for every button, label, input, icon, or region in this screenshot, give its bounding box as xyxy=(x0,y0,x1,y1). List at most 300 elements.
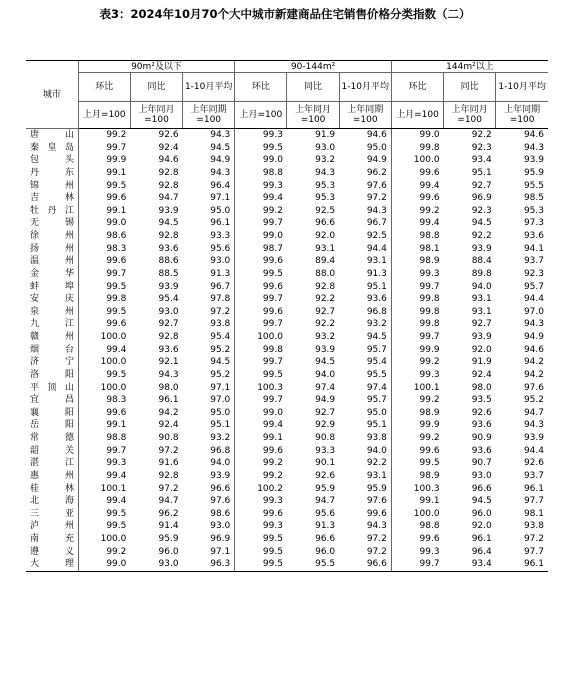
index-value: 93.9 xyxy=(210,470,231,481)
city-name-text xyxy=(28,470,74,483)
index-value: 99.9 xyxy=(78,154,130,167)
city-char: 丹 xyxy=(47,205,57,216)
city-name-text xyxy=(28,445,74,458)
city-char: 州 xyxy=(64,521,74,532)
index-value: 94.3 xyxy=(366,205,387,216)
index-value: 99.4 xyxy=(391,217,443,230)
index-value: 97.4 xyxy=(315,382,336,393)
index-value: 99.0 xyxy=(235,230,287,243)
index-value: 99.7 xyxy=(78,142,130,155)
index-value: 98.8 xyxy=(78,432,130,445)
city-char: 岳 xyxy=(30,420,40,431)
city-name xyxy=(26,508,78,521)
index-value: 94.0 xyxy=(210,458,231,469)
index-value: 99.6 xyxy=(78,255,130,268)
table-row xyxy=(26,558,548,571)
index-value: 92.7 xyxy=(315,407,336,418)
table-row xyxy=(26,508,548,521)
subcolumn-header: 1-10月平均 xyxy=(496,73,548,102)
index-value: 93.6 xyxy=(366,294,387,305)
index-value: 99.6 xyxy=(235,255,287,268)
index-value: 98.8 xyxy=(235,167,287,180)
city-name-text xyxy=(28,495,74,508)
city-char: 阳 xyxy=(64,369,74,380)
index-value: 96.0 xyxy=(158,546,179,557)
index-value: 99.8 xyxy=(78,293,130,306)
index-value: 99.5 xyxy=(78,508,130,521)
city-char: 州 xyxy=(64,256,74,267)
index-value: 92.8 xyxy=(158,231,179,241)
city-name xyxy=(26,268,78,281)
city-name-text xyxy=(28,369,74,382)
city-char: 阳 xyxy=(64,420,74,431)
index-value: 99.4 xyxy=(235,192,287,205)
index-value: 93.1 xyxy=(471,294,492,305)
index-value: 98.7 xyxy=(235,243,287,256)
table-row xyxy=(26,306,548,319)
index-value: 99.1 xyxy=(78,205,130,218)
subcolumn-header: 环比 xyxy=(391,73,443,102)
index-value: 99.3 xyxy=(391,369,443,382)
table-row xyxy=(26,230,548,243)
index-value: 93.8 xyxy=(366,433,387,443)
index-value: 93.1 xyxy=(471,306,492,317)
index-value: 94.9 xyxy=(366,155,387,166)
index-value: 98.8 xyxy=(391,230,443,243)
index-value: 94.5 xyxy=(471,496,492,507)
city-name-text xyxy=(28,180,74,193)
index-value: 97.8 xyxy=(210,294,231,305)
index-value: 97.2 xyxy=(210,306,231,317)
table-row xyxy=(26,407,548,420)
index-value: 92.8 xyxy=(158,180,179,191)
index-value: 94.1 xyxy=(523,243,544,254)
index-value: 97.1 xyxy=(210,546,231,557)
index-value: 100.2 xyxy=(235,483,287,496)
index-value: 90.8 xyxy=(158,433,179,443)
index-value: 100.3 xyxy=(235,382,287,395)
city-name-text xyxy=(28,457,74,470)
index-value: 92.0 xyxy=(471,521,492,532)
city-name-text xyxy=(28,520,74,533)
index-value: 91.4 xyxy=(158,521,179,532)
city-char: 阳 xyxy=(64,407,74,418)
table-row xyxy=(26,382,548,395)
index-value: 91.6 xyxy=(158,458,179,469)
city-char: 海 xyxy=(64,496,74,507)
index-value: 98.3 xyxy=(78,394,130,407)
index-value: 97.1 xyxy=(210,382,231,393)
city-name-text xyxy=(28,533,74,546)
index-value: 90.7 xyxy=(471,458,492,469)
city-name xyxy=(26,419,78,432)
subcolumn-header: 同比 xyxy=(130,73,182,102)
index-value: 92.7 xyxy=(471,319,492,330)
index-value: 98.0 xyxy=(471,382,492,393)
index-value: 92.0 xyxy=(471,344,492,355)
index-value: 95.1 xyxy=(366,420,387,431)
group-header-large: 144m²以上 xyxy=(391,61,548,73)
index-value: 92.3 xyxy=(471,142,492,153)
subcolumn-header: 环比 xyxy=(235,73,287,102)
index-value: 93.4 xyxy=(471,155,492,166)
index-value: 99.3 xyxy=(391,546,443,559)
index-value: 93.9 xyxy=(523,433,544,443)
index-value: 98.0 xyxy=(158,382,179,393)
index-value: 96.6 xyxy=(339,558,391,571)
index-value: 95.1 xyxy=(471,167,492,178)
city-name xyxy=(26,382,78,395)
index-value: 96.6 xyxy=(471,483,492,494)
index-value: 99.0 xyxy=(78,217,130,230)
index-value: 98.1 xyxy=(391,243,443,256)
index-value: 97.6 xyxy=(366,496,387,507)
base-header: 上年同月=100 xyxy=(287,102,339,129)
city-char: 北 xyxy=(30,496,40,507)
index-value: 100.0 xyxy=(78,356,130,369)
index-value: 96.4 xyxy=(471,546,492,557)
city-char: 惠 xyxy=(30,470,40,481)
subcolumn-header: 1-10月平均 xyxy=(183,73,235,102)
index-value: 91.9 xyxy=(471,357,492,368)
index-value: 99.4 xyxy=(78,495,130,508)
index-value: 93.9 xyxy=(315,344,336,355)
city-name-text xyxy=(28,167,74,180)
index-value: 99.8 xyxy=(391,318,443,331)
base-header: 上月=100 xyxy=(235,102,287,129)
city-char: 州 xyxy=(64,243,74,254)
index-value: 99.0 xyxy=(78,558,130,571)
index-value: 92.4 xyxy=(471,369,492,380)
index-value: 100.1 xyxy=(391,382,443,395)
table-row xyxy=(26,445,548,458)
city-name-text xyxy=(28,407,74,420)
city-char: 华 xyxy=(64,268,74,279)
index-value: 93.8 xyxy=(523,521,544,532)
index-value: 99.3 xyxy=(235,180,287,193)
city-char: 宜 xyxy=(30,395,40,406)
city-char: 牡 xyxy=(30,205,40,216)
index-value: 97.2 xyxy=(366,534,387,544)
index-value: 95.4 xyxy=(210,332,231,342)
city-char: 州 xyxy=(64,180,74,191)
index-value: 88.5 xyxy=(158,268,179,279)
index-value: 97.4 xyxy=(366,382,387,393)
city-name xyxy=(26,281,78,294)
index-value: 96.1 xyxy=(523,483,544,494)
index-value: 99.3 xyxy=(235,495,287,508)
city-name-text xyxy=(28,281,74,294)
index-value: 95.0 xyxy=(366,142,387,153)
index-value: 88.4 xyxy=(471,256,492,267)
city-name xyxy=(26,432,78,445)
index-value: 94.7 xyxy=(158,496,179,507)
city-char: 湛 xyxy=(30,458,40,469)
city-char: 烟 xyxy=(30,344,40,355)
index-value: 99.7 xyxy=(235,318,287,331)
index-value: 98.8 xyxy=(391,520,443,533)
base-header-row xyxy=(26,102,548,129)
city-name xyxy=(26,154,78,167)
index-value: 99.0 xyxy=(235,154,287,167)
city-name-text xyxy=(28,217,74,230)
index-value: 97.7 xyxy=(523,546,544,557)
index-value: 93.9 xyxy=(158,205,179,216)
table-row xyxy=(26,268,548,281)
index-value: 94.7 xyxy=(523,407,544,418)
index-value: 98.9 xyxy=(391,255,443,268)
index-value: 94.3 xyxy=(210,130,231,140)
index-value: 96.1 xyxy=(158,395,179,406)
table-row xyxy=(26,369,548,382)
index-value: 94.3 xyxy=(315,167,336,178)
city-name xyxy=(26,243,78,256)
city-char: 顶 xyxy=(47,382,57,393)
table-row xyxy=(26,293,548,306)
index-value: 93.0 xyxy=(210,521,231,532)
table-row xyxy=(26,483,548,496)
index-value: 92.2 xyxy=(471,130,492,140)
index-value: 96.6 xyxy=(315,218,336,229)
table-row xyxy=(26,281,548,294)
city-char: 三 xyxy=(30,508,40,519)
city-name xyxy=(26,167,78,180)
index-value: 92.2 xyxy=(471,231,492,241)
index-value: 97.6 xyxy=(523,382,544,393)
index-value: 99.4 xyxy=(78,470,130,483)
city-char: 桂 xyxy=(30,483,40,494)
index-value: 95.2 xyxy=(210,344,231,355)
index-value: 99.2 xyxy=(391,432,443,445)
index-value: 99.6 xyxy=(235,281,287,294)
city-char: 无 xyxy=(30,218,40,229)
index-value: 99.8 xyxy=(391,293,443,306)
subcolumn-header: 1-10月平均 xyxy=(339,73,391,102)
index-value: 97.2 xyxy=(158,445,179,456)
index-value: 93.2 xyxy=(366,319,387,330)
index-value: 94.3 xyxy=(366,521,387,532)
city-name-text xyxy=(28,394,74,407)
index-value: 99.2 xyxy=(78,546,130,559)
city-name xyxy=(26,293,78,306)
index-value: 98.3 xyxy=(78,243,130,256)
index-value: 93.1 xyxy=(366,470,387,481)
price-index-table xyxy=(26,60,548,572)
city-char: 江 xyxy=(64,458,74,469)
city-char: 济 xyxy=(30,357,40,368)
index-value: 93.8 xyxy=(210,319,231,330)
index-value: 92.8 xyxy=(158,332,179,342)
index-value: 95.2 xyxy=(210,369,231,380)
index-value: 99.1 xyxy=(78,167,130,180)
index-value: 99.7 xyxy=(391,331,443,344)
index-value: 99.7 xyxy=(78,268,130,281)
index-value: 99.6 xyxy=(235,306,287,319)
city-char: 关 xyxy=(64,445,74,456)
index-value: 93.7 xyxy=(523,470,544,481)
index-value: 97.2 xyxy=(366,546,387,557)
city-char: 州 xyxy=(64,332,74,342)
index-value: 99.5 xyxy=(78,520,130,533)
index-value: 88.6 xyxy=(158,256,179,267)
index-value: 96.9 xyxy=(471,193,492,204)
index-value: 99.2 xyxy=(391,356,443,369)
index-value: 92.6 xyxy=(315,470,336,481)
index-value: 92.6 xyxy=(158,130,179,140)
index-value: 96.1 xyxy=(471,534,492,544)
index-value: 95.9 xyxy=(315,483,336,494)
index-value: 99.1 xyxy=(78,419,130,432)
index-value: 99.6 xyxy=(78,192,130,205)
index-value: 92.1 xyxy=(158,357,179,368)
table-row xyxy=(26,533,548,546)
index-value: 96.8 xyxy=(210,445,231,456)
table-body xyxy=(26,129,548,572)
group-header-medium: 90-144m² xyxy=(235,61,392,73)
city-name xyxy=(26,483,78,496)
index-value: 92.4 xyxy=(158,420,179,431)
index-value: 99.5 xyxy=(235,533,287,546)
base-header: 上月=100 xyxy=(391,102,443,129)
index-value: 92.3 xyxy=(523,268,544,279)
index-value: 93.0 xyxy=(130,558,182,571)
city-name-text xyxy=(28,508,74,521)
index-value: 93.5 xyxy=(471,395,492,406)
table-row xyxy=(26,318,548,331)
city-char: 九 xyxy=(30,319,40,330)
index-value: 100.0 xyxy=(391,508,443,521)
index-value: 95.0 xyxy=(210,205,231,216)
index-value: 99.5 xyxy=(78,369,130,382)
city-char: 充 xyxy=(64,534,74,544)
index-value: 94.3 xyxy=(523,420,544,431)
index-value: 94.6 xyxy=(523,344,544,355)
index-value: 94.5 xyxy=(315,357,336,368)
index-value: 94.3 xyxy=(158,369,179,380)
city-char: 皇 xyxy=(47,142,57,153)
index-value: 92.2 xyxy=(366,458,387,469)
city-name-text xyxy=(28,255,74,268)
index-value: 99.6 xyxy=(78,318,130,331)
base-header: 上年同月=100 xyxy=(130,102,182,129)
table-row xyxy=(26,470,548,483)
city-name-text xyxy=(28,318,74,331)
city-name xyxy=(26,558,78,571)
index-value: 97.3 xyxy=(523,218,544,229)
index-value: 99.8 xyxy=(391,142,443,155)
city-name xyxy=(26,369,78,382)
index-value: 91.3 xyxy=(210,268,231,279)
index-value: 96.3 xyxy=(183,558,235,571)
index-value: 99.9 xyxy=(391,344,443,357)
subcolumn-header: 环比 xyxy=(78,73,130,102)
city-char: 头 xyxy=(64,155,74,166)
city-name-text xyxy=(28,331,74,344)
index-value: 93.9 xyxy=(471,243,492,254)
index-value: 98.6 xyxy=(78,230,130,243)
index-value: 96.1 xyxy=(210,218,231,229)
index-value: 100.1 xyxy=(78,483,130,496)
index-value: 92.7 xyxy=(471,180,492,191)
city-char: 韶 xyxy=(30,445,40,456)
index-value: 94.2 xyxy=(523,369,544,380)
index-value: 93.9 xyxy=(158,281,179,292)
index-value: 93.6 xyxy=(158,243,179,254)
city-name-text xyxy=(28,356,74,369)
city-char: 常 xyxy=(30,433,40,443)
index-value: 99.5 xyxy=(235,558,287,571)
index-value: 90.9 xyxy=(471,433,492,443)
index-value: 94.5 xyxy=(471,218,492,229)
city-name-text xyxy=(28,382,74,395)
index-value: 94.4 xyxy=(366,243,387,254)
table-row xyxy=(26,344,548,357)
index-value: 94.5 xyxy=(366,332,387,342)
index-value: 99.6 xyxy=(235,445,287,458)
table-row xyxy=(26,255,548,268)
index-value: 94.5 xyxy=(158,218,179,229)
city-name xyxy=(26,520,78,533)
index-value: 99.5 xyxy=(78,306,130,319)
city-char: 金 xyxy=(30,268,40,279)
city-char: 山 xyxy=(64,382,74,393)
index-value: 100.0 xyxy=(391,154,443,167)
subcolumn-header-row xyxy=(26,73,548,102)
city-char: 林 xyxy=(64,483,74,494)
index-value: 95.5 xyxy=(523,180,544,191)
table-row xyxy=(26,167,548,180)
index-value: 92.5 xyxy=(366,231,387,241)
index-value: 94.9 xyxy=(210,155,231,166)
index-value: 99.8 xyxy=(235,344,287,357)
city-char: 洛 xyxy=(30,369,40,380)
index-value: 95.4 xyxy=(366,357,387,368)
city-name-text xyxy=(28,558,74,571)
index-value: 89.4 xyxy=(315,256,336,267)
index-value: 94.6 xyxy=(366,130,387,140)
index-value: 94.3 xyxy=(210,167,231,178)
index-value: 99.6 xyxy=(391,192,443,205)
index-value: 93.0 xyxy=(210,256,231,267)
city-char: 宁 xyxy=(64,357,74,368)
index-value: 94.3 xyxy=(523,319,544,330)
index-value: 96.9 xyxy=(210,534,231,544)
index-value: 99.7 xyxy=(391,558,443,571)
city-name xyxy=(26,533,78,546)
city-char: 理 xyxy=(64,559,74,570)
index-value: 92.4 xyxy=(158,142,179,153)
index-value: 91.3 xyxy=(315,521,336,532)
index-value: 99.2 xyxy=(391,394,443,407)
table-row xyxy=(26,331,548,344)
city-char: 丹 xyxy=(30,167,40,178)
index-value: 94.2 xyxy=(158,407,179,418)
city-header: 城市 xyxy=(26,61,78,129)
index-value: 99.8 xyxy=(391,306,443,319)
index-value: 93.2 xyxy=(315,332,336,342)
index-value: 97.2 xyxy=(366,193,387,204)
city-char: 温 xyxy=(30,256,40,267)
index-value: 93.2 xyxy=(315,155,336,166)
index-value: 91.9 xyxy=(315,130,336,140)
table-row xyxy=(26,129,548,142)
index-value: 96.7 xyxy=(210,281,231,292)
index-value: 95.0 xyxy=(210,407,231,418)
index-value: 98.1 xyxy=(523,508,544,519)
city-char: 遵 xyxy=(30,546,40,557)
table-row xyxy=(26,520,548,533)
index-value: 93.6 xyxy=(471,445,492,456)
